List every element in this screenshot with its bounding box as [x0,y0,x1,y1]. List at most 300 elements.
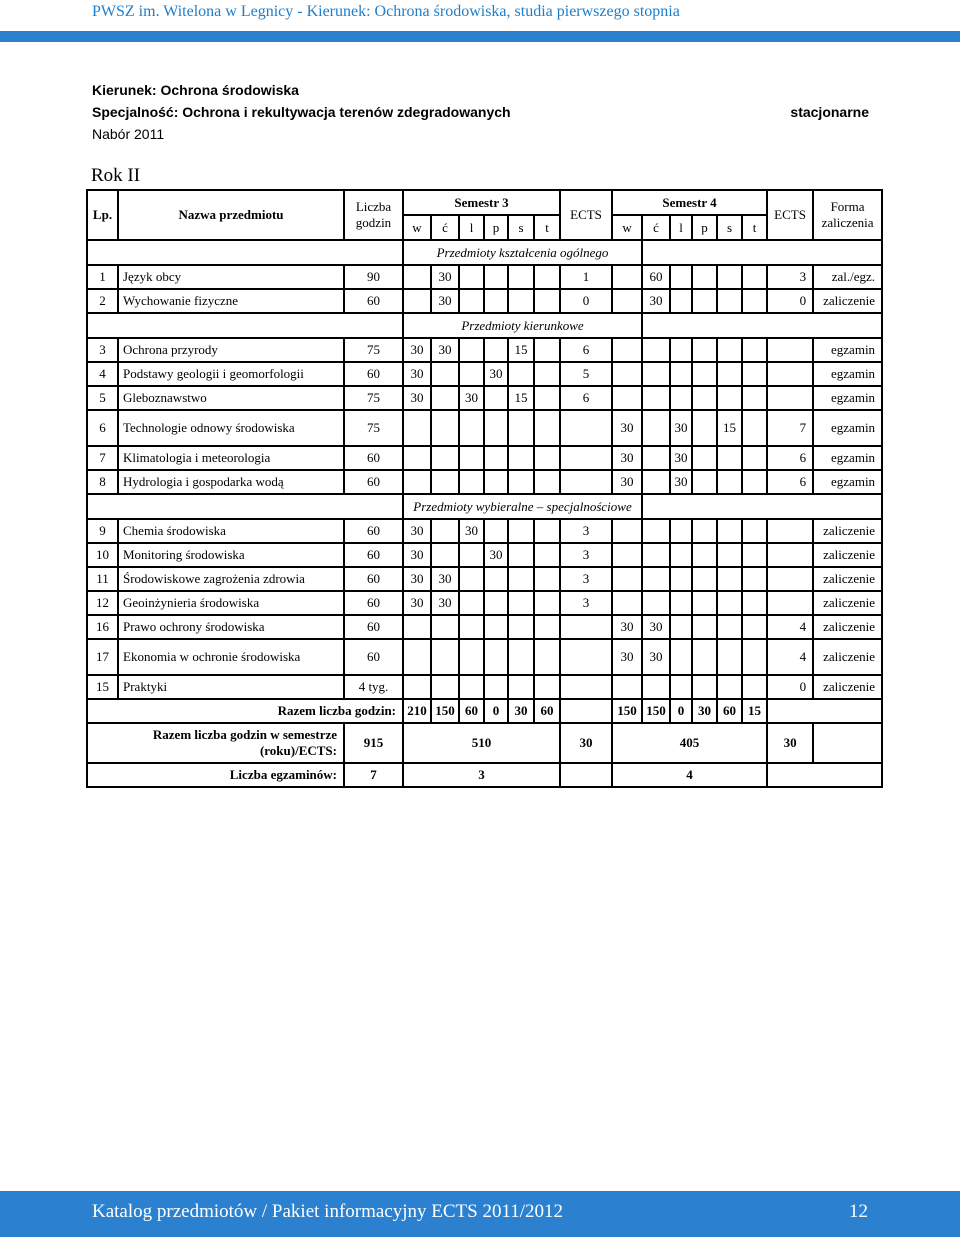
exams-blank [767,763,882,787]
row-s3 [459,446,484,470]
row-lp: 1 [87,265,118,289]
row-s4 [717,289,742,313]
row-forma: egzamin [813,362,882,386]
exams-s3: 3 [403,763,560,787]
row-s3 [508,446,534,470]
row-lp: 17 [87,639,118,675]
row-nazwa: Praktyki [118,675,344,699]
row-godz: 60 [344,567,403,591]
row-s3 [403,470,431,494]
ects-e4: 30 [767,723,813,763]
row-s3: 15 [508,338,534,362]
row-nazwa: Prawo ochrony środowiska [118,615,344,639]
row-s4: 30 [670,446,692,470]
row-s3 [534,289,560,313]
row-s4 [692,567,717,591]
row-s3 [403,675,431,699]
row-ects3: 6 [560,386,612,410]
totals-s3: 30 [508,699,534,723]
table-row [87,338,882,362]
ects-godz: 915 [344,723,403,763]
totals-s3: 0 [484,699,508,723]
row-s4 [642,386,670,410]
row-forma: zaliczenie [813,519,882,543]
row-s4 [692,386,717,410]
row-ects3 [560,446,612,470]
table-row [87,362,882,386]
row-nazwa: Ochrona przyrody [118,338,344,362]
row-s4 [642,446,670,470]
row-s4 [717,446,742,470]
totals-s3: 60 [459,699,484,723]
ects-s4: 405 [612,723,767,763]
row-s3 [403,446,431,470]
row-ects4 [767,591,813,615]
row-s3 [508,675,534,699]
row-s4 [670,386,692,410]
row-ects3: 3 [560,591,612,615]
row-s3 [484,446,508,470]
row-s4 [717,639,742,675]
nabor-line: Nabór 2011 [92,126,165,142]
row-s4 [642,543,670,567]
row-s3 [484,338,508,362]
totals-s4: 150 [642,699,670,723]
row-s4 [742,386,767,410]
row-ects3: 1 [560,265,612,289]
row-s3 [403,265,431,289]
row-ects3 [560,470,612,494]
row-s4 [642,591,670,615]
row-s4 [642,362,670,386]
row-s4 [717,338,742,362]
row-nazwa: Gleboznawstwo [118,386,344,410]
row-lp: 4 [87,362,118,386]
row-godz: 4 tyg. [344,675,403,699]
row-s4 [642,675,670,699]
row-s4 [717,519,742,543]
row-s3 [508,639,534,675]
header-col: l [459,215,484,240]
row-lp: 16 [87,615,118,639]
row-s4 [670,567,692,591]
totals-s4: 30 [692,699,717,723]
row-s3: 30 [459,386,484,410]
row-s3 [484,289,508,313]
row-s3 [534,470,560,494]
row-godz: 60 [344,446,403,470]
row-ects4 [767,543,813,567]
row-ects3: 5 [560,362,612,386]
table-row [87,543,882,567]
row-s3: 30 [403,386,431,410]
header-col: ć [431,215,459,240]
row-s3 [484,410,508,446]
row-godz: 60 [344,519,403,543]
header-ects3: ECTS [560,190,612,240]
section-title: Przedmioty kierunkowe [403,313,642,338]
row-godz: 60 [344,362,403,386]
row-s4 [742,519,767,543]
row-s4 [612,519,642,543]
row-s4: 60 [642,265,670,289]
row-s3: 30 [431,289,459,313]
row-ects4 [767,338,813,362]
row-s4 [742,446,767,470]
row-godz: 60 [344,615,403,639]
totals-blank [560,699,612,723]
section-spacer [87,494,403,519]
row-forma: zaliczenie [813,591,882,615]
row-s4: 30 [642,639,670,675]
section-row [87,240,882,265]
row-s4: 30 [612,615,642,639]
row-nazwa: Wychowanie fizyczne [118,289,344,313]
row-s4 [670,543,692,567]
row-s3 [459,591,484,615]
row-s4: 30 [642,289,670,313]
row-lp: 6 [87,410,118,446]
row-s4 [670,675,692,699]
row-s3 [431,410,459,446]
row-s3 [459,289,484,313]
row-nazwa: Hydrologia i gospodarka wodą [118,470,344,494]
row-s4: 15 [717,410,742,446]
row-s4 [670,338,692,362]
row-s4 [692,446,717,470]
row-ects4 [767,567,813,591]
row-nazwa: Chemia środowiska [118,519,344,543]
header-sem4: Semestr 4 [612,190,767,215]
row-s3: 30 [403,591,431,615]
header-col: p [692,215,717,240]
row-s4 [642,567,670,591]
row-s3 [484,386,508,410]
totals-row [87,699,882,723]
row-lp: 10 [87,543,118,567]
specjalnosc-line: Specjalność: Ochrona i rekultywacja terenów zdegradowanych [92,104,511,120]
row-s4 [692,639,717,675]
section-row [87,313,882,338]
row-ects4 [767,362,813,386]
row-s4 [742,615,767,639]
page-footer [0,1191,960,1237]
row-s3: 30 [459,519,484,543]
header-forma: Forma zaliczenia [813,190,882,240]
row-s4 [692,470,717,494]
row-godz: 75 [344,386,403,410]
row-s4 [742,338,767,362]
row-forma: zaliczenie [813,675,882,699]
table-row [87,265,882,289]
row-forma: egzamin [813,386,882,410]
page-header-title: PWSZ im. Witelona w Legnicy - Kierunek: Ochrona środowiska, studia pierwszego stopnia [92,3,680,20]
row-s3 [484,567,508,591]
row-godz: 90 [344,265,403,289]
row-s3 [508,591,534,615]
header-col: t [742,215,767,240]
row-s3 [431,362,459,386]
row-s4: 30 [612,470,642,494]
footer-title: Katalog przedmiotów / Pakiet informacyjny ECTS 2011/2012 [92,1201,564,1222]
row-ects3: 0 [560,289,612,313]
row-s4 [612,362,642,386]
row-lp: 7 [87,446,118,470]
row-lp: 15 [87,675,118,699]
row-s4 [717,386,742,410]
row-forma: zal./egz. [813,265,882,289]
row-s3 [431,639,459,675]
row-forma: egzamin [813,446,882,470]
row-s3 [459,410,484,446]
row-lp: 8 [87,470,118,494]
row-s3 [431,519,459,543]
table-row [87,410,882,446]
row-godz: 60 [344,470,403,494]
row-s3 [534,386,560,410]
row-s4 [612,338,642,362]
row-lp: 2 [87,289,118,313]
row-s3 [508,543,534,567]
row-ects4 [767,519,813,543]
ects-s3: 510 [403,723,560,763]
row-ects3 [560,410,612,446]
row-s4 [742,362,767,386]
row-s4: 30 [642,615,670,639]
row-s3: 30 [484,543,508,567]
row-s3 [534,265,560,289]
row-s3 [534,675,560,699]
row-s3 [431,543,459,567]
row-s4 [612,386,642,410]
kierunek-line: Kierunek: Ochrona środowiska [92,82,299,98]
row-s4 [692,519,717,543]
row-s4 [742,289,767,313]
row-s4 [717,591,742,615]
section-title: Przedmioty kształcenia ogólnego [403,240,642,265]
row-s3 [484,675,508,699]
row-ects3: 6 [560,338,612,362]
row-ects3 [560,615,612,639]
row-s3 [508,410,534,446]
row-s4 [742,639,767,675]
row-s4 [612,265,642,289]
row-nazwa: Klimatologia i meteorologia [118,446,344,470]
row-s3 [459,639,484,675]
row-godz: 75 [344,410,403,446]
row-s4 [742,410,767,446]
table-row [87,446,882,470]
row-s4 [612,675,642,699]
row-s3 [534,362,560,386]
totals-blank [767,699,882,723]
header-col: t [534,215,560,240]
row-s3: 30 [431,265,459,289]
table-row [87,519,882,543]
header-sem3: Semestr 3 [403,190,560,215]
row-s3: 15 [508,386,534,410]
row-forma: zaliczenie [813,543,882,567]
row-godz: 60 [344,639,403,675]
row-lp: 5 [87,386,118,410]
row-s3 [508,470,534,494]
row-ects3: 3 [560,519,612,543]
row-s3 [403,615,431,639]
row-s3 [534,410,560,446]
row-ects4: 4 [767,639,813,675]
row-s3 [508,289,534,313]
row-godz: 60 [344,289,403,313]
row-nazwa: Podstawy geologii i geomorfologii [118,362,344,386]
row-nazwa: Monitoring środowiska [118,543,344,567]
row-s4 [642,410,670,446]
header-row [87,190,882,215]
totals-s4: 15 [742,699,767,723]
row-s4 [692,410,717,446]
row-ects3 [560,639,612,675]
row-s3 [508,567,534,591]
table-row [87,639,882,675]
row-s4 [742,543,767,567]
exams-s4: 4 [612,763,767,787]
totals-s3: 210 [403,699,431,723]
row-s4 [717,265,742,289]
row-s4 [717,567,742,591]
row-s3 [459,265,484,289]
row-s4 [742,567,767,591]
row-nazwa: Geoinżynieria środowiska [118,591,344,615]
header-col: l [670,215,692,240]
row-ects4: 3 [767,265,813,289]
row-s3 [534,615,560,639]
row-s3 [508,362,534,386]
row-s4 [742,265,767,289]
curriculum-table [86,189,883,788]
header-rule [0,31,960,42]
row-s4 [742,675,767,699]
row-forma: zaliczenie [813,615,882,639]
row-s4 [692,362,717,386]
row-s3 [431,470,459,494]
section-spacer [87,313,403,338]
row-s4 [692,543,717,567]
row-s3 [459,362,484,386]
row-s3 [484,265,508,289]
row-s3 [484,591,508,615]
row-lp: 12 [87,591,118,615]
exams-row [87,763,882,787]
row-s4 [670,362,692,386]
row-nazwa: Ekonomia w ochronie środowiska [118,639,344,675]
row-s3 [534,543,560,567]
row-forma: zaliczenie [813,567,882,591]
row-s3 [484,639,508,675]
row-s4 [612,567,642,591]
row-ects4: 0 [767,289,813,313]
row-ects3: 3 [560,543,612,567]
row-s4 [670,639,692,675]
row-s3 [459,675,484,699]
exams-label: Liczba egzaminów: [87,763,344,787]
totals-s3: 60 [534,699,560,723]
ects-blank [813,723,882,763]
row-s3 [534,446,560,470]
exams-godz: 7 [344,763,403,787]
row-s3 [431,675,459,699]
row-s4 [717,675,742,699]
row-s3 [403,639,431,675]
row-s3 [431,446,459,470]
header-ects4: ECTS [767,190,813,240]
row-s3: 30 [431,591,459,615]
study-mode: stacjonarne [790,104,869,120]
row-forma: egzamin [813,470,882,494]
row-lp: 3 [87,338,118,362]
row-nazwa: Technologie odnowy środowiska [118,410,344,446]
header-col: p [484,215,508,240]
row-s4 [612,289,642,313]
row-s3 [534,639,560,675]
section-row [87,494,882,519]
table-row [87,675,882,699]
page-number: 12 [849,1201,868,1222]
row-s3: 30 [403,338,431,362]
row-s3 [534,591,560,615]
row-s3 [534,567,560,591]
row-ects3: 3 [560,567,612,591]
row-s3 [484,519,508,543]
row-s3 [508,615,534,639]
table-row [87,615,882,639]
row-ects4: 6 [767,446,813,470]
year-heading: Rok II [91,165,141,186]
header-col: ć [642,215,670,240]
row-forma: egzamin [813,338,882,362]
table-row [87,591,882,615]
row-s4 [670,519,692,543]
row-s3 [431,615,459,639]
row-s4 [670,289,692,313]
header-col: s [717,215,742,240]
row-godz: 60 [344,591,403,615]
row-nazwa: Środowiskowe zagrożenia zdrowia [118,567,344,591]
row-nazwa: Język obcy [118,265,344,289]
exams-blank [560,763,612,787]
row-s3 [459,338,484,362]
row-s3 [508,265,534,289]
table-row [87,567,882,591]
row-ects4: 6 [767,470,813,494]
totals-s4: 60 [717,699,742,723]
row-s3 [459,567,484,591]
row-s4 [742,591,767,615]
row-ects4: 4 [767,615,813,639]
header-lp: Lp. [87,190,118,240]
row-s4 [692,675,717,699]
row-s4 [717,470,742,494]
row-s3 [534,338,560,362]
row-s4 [692,289,717,313]
row-s3 [459,615,484,639]
row-s3 [484,615,508,639]
section-spacer [642,240,882,265]
row-s4 [717,362,742,386]
row-s4 [670,265,692,289]
row-ects3 [560,675,612,699]
row-s3: 30 [403,519,431,543]
row-forma: zaliczenie [813,639,882,675]
ects-e3: 30 [560,723,612,763]
